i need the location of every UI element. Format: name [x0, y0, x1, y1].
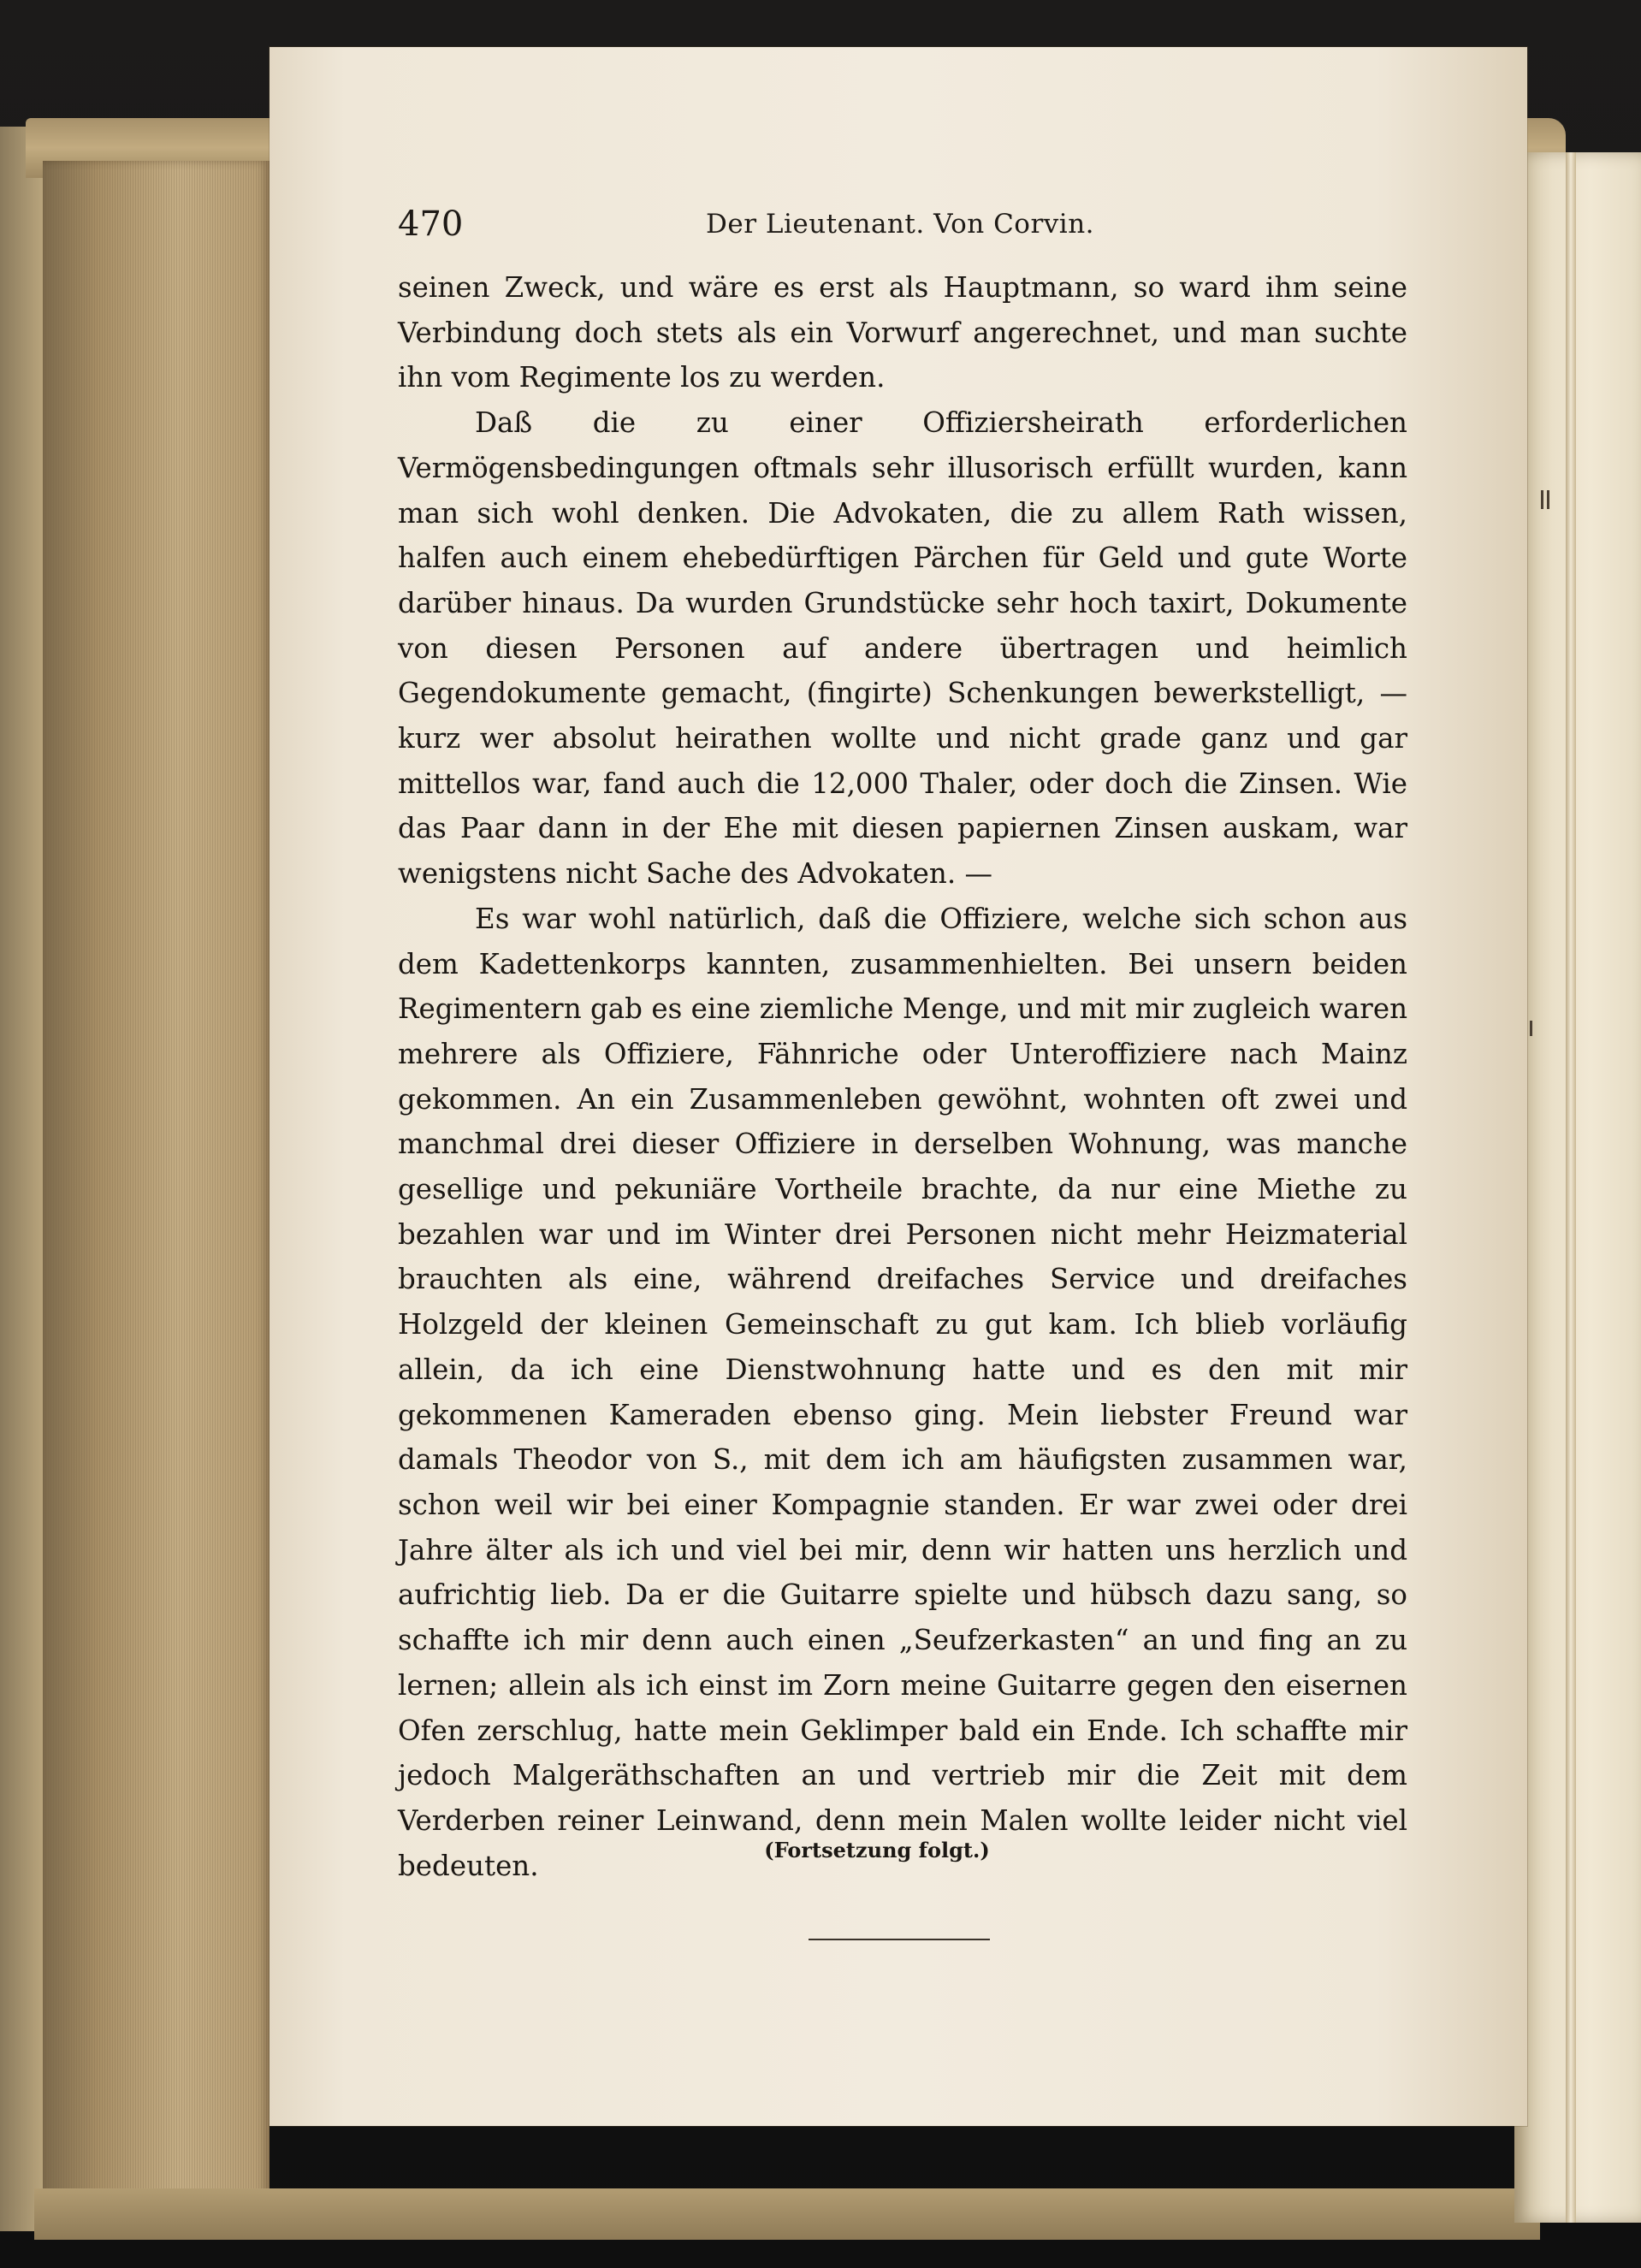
running-head	[398, 198, 1373, 250]
paragraph: Es war wohl natürlich, daß die Offiziere, welche sich schon aus dem Kadettenkorps kannten, zusammenhielten. Bei unsern beiden Regimentern gab es eine ziemliche Menge, und mit mir zugleich waren mehrere als Offiziere, Fähnriche oder Unteroffiziere nach Mainz gekommen. An ein Zusammenleben gewöhnt, wohnten oft zwei und manchmal drei dieser Offiziere in derselben Wohnung, was manche gesellige und pekuniäre Vortheile brachte, da nur eine Miethe zu bezahlen war und im Winter drei Personen nicht mehr Heizmaterial brauchten als eine, während dreifaches Service und dreifaches Holzgeld der kleinen Gemeinschaft zu gut kam. Ich blieb vorläufig allein, da ich eine Dienstwohnung hatte und es den mit mir gekommenen Kameraden ebenso ging. Mein liebster Freund war damals Theodor von S., mit dem ich am häufigsten zusammen war, schon weil wir bei einer Kompagnie standen. Er war zwei oder drei Jahre älter als ich und viel bei mir, denn wir hatten uns herzlich und aufrichtig lieb. Da er die Guitarre spielte und hübsch dazu sang, so schaffte ich mir denn auch einen „Seufzerkasten“ an und fing an zu lernen; allein als ich einst im Zorn meine Guitarre gegen den eisernen Ofen zerschlug, hatte mein Geklimper bald ein Ende. Ich schaffte mir jedoch Malgeräthschaften an und vertrieb mir die Zeit mit dem Verderben reiner Leinwand, denn mein Malen wollte leider nicht viel bedeuten.	[398, 902, 1407, 1882]
facing-page-right	[1514, 152, 1641, 2223]
edge-mark	[1541, 490, 1543, 509]
book-page	[270, 47, 1527, 2126]
running-title: Der Lieutenant. Von Corvin.	[706, 209, 1095, 240]
edge-mark	[1547, 490, 1549, 509]
continuation-note: (Fortsetzung folgt.)	[764, 1838, 990, 1862]
page-edges-left	[43, 161, 270, 2231]
paragraph: Daß die zu einer Offiziersheirath erforderlichen Vermögensbedingungen oftmals sehr illusorisch erfüllt wurden, kann man sich wohl denken. Die Advokaten, die zu allem Rath wissen, halfen auch einem ehebedürftigen Pärchen für Geld und gute Worte darüber hinaus. Da wurden Grundstücke sehr hoch taxirt, Dokumente von diesen Personen auf andere übertragen und heimlich Gegendokumente gemacht, (fingirte) Schenkungen bewerkstelligt, — kurz wer absolut heirathen wollte und nicht grade ganz und gar mittellos war, fand auch die 12,000 Thaler, oder doch die Zinsen. Wie das Paar dann in der Ehe mit diesen papiernen Zinsen auskam, war wenigstens nicht Sache des Advokaten. —	[398, 406, 1407, 891]
facing-page-edge	[1566, 152, 1576, 2223]
body-text	[398, 265, 1407, 1888]
paragraph: seinen Zweck, und wäre es erst als Hauptmann, so ward ihm seine Verbindung doch stets als ein Vorwurf angerechnet, und man suchte ihn vom Regimente los zu werden.	[398, 271, 1407, 394]
end-rule	[809, 1939, 990, 1940]
book-bottom-wrapper	[34, 2188, 1540, 2240]
page-number: 470	[398, 204, 464, 244]
edge-mark	[1530, 1021, 1532, 1036]
